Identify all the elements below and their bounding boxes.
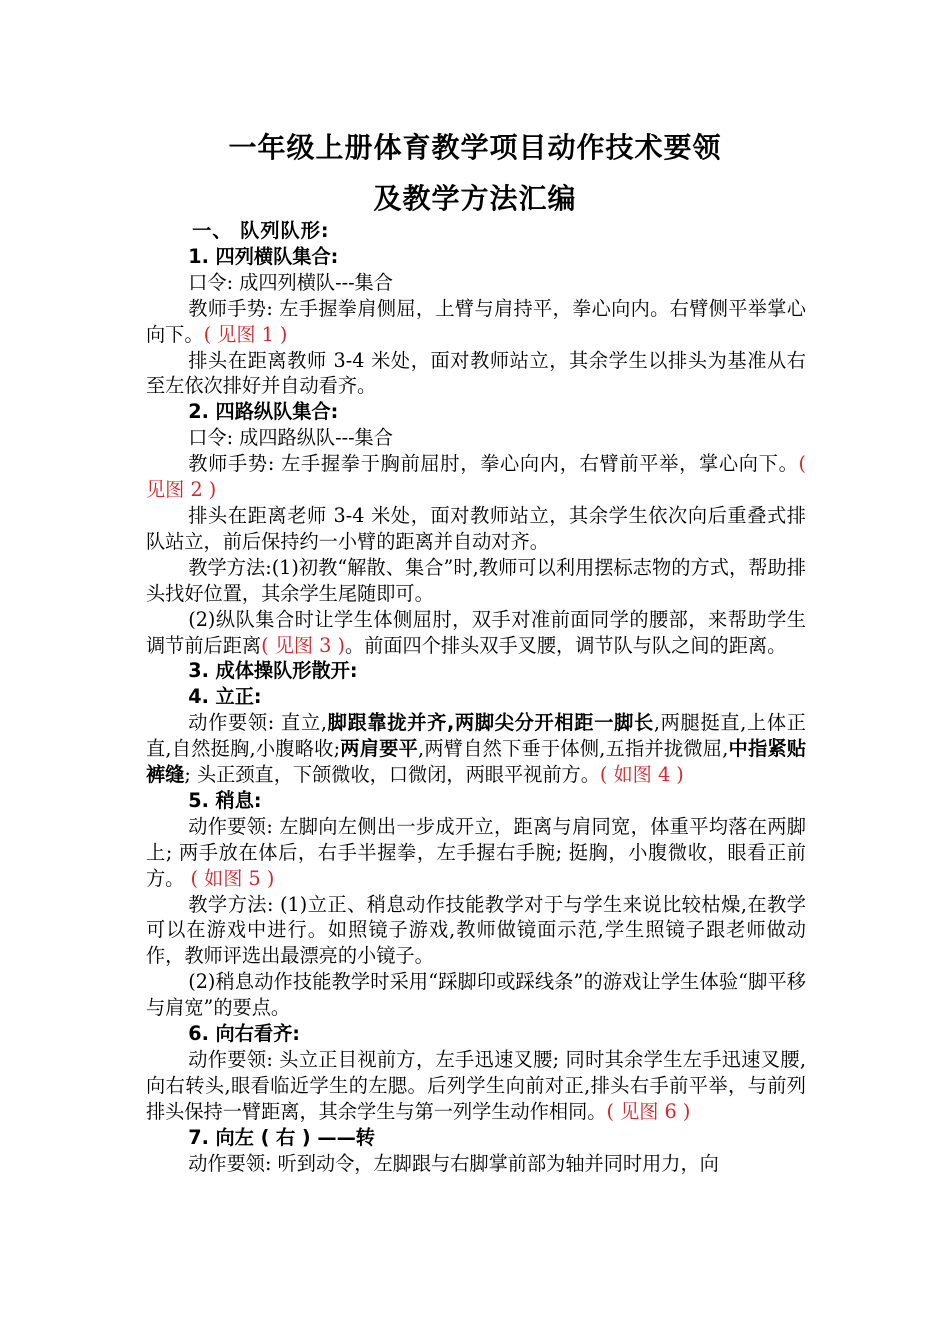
figure-reference: ( 见图 1 ) <box>203 322 288 346</box>
figure-reference: ( 如图 4 ) <box>599 763 684 787</box>
heading-turn: 7. 向左 ( 右 ) ——转 <box>188 1125 375 1149</box>
figure-reference: ( 如图 5 ) <box>184 866 275 890</box>
heading-four-column: 2. 四路纵队集合: <box>188 400 339 424</box>
method-paragraph <box>146 607 806 659</box>
method-text: (2)纵队集合时让学生体侧屈肘，双手对准前面同学的腰部，来帮助学生调节前后距离 <box>146 607 806 657</box>
attention-paragraph <box>146 710 806 788</box>
heading-attention: 4. 立正: <box>188 685 262 709</box>
command-text: 口令: 成四列横队---集合 <box>188 270 393 294</box>
paragraph-text: 动作要领: 左脚向左侧出一步成开立，距离与肩同宽，体重平均落在两脚上; 两手放在体后，右手半握拳，左手握右手腕; 挺胸，小腹微收，眼看正前方。 <box>146 814 806 890</box>
method-text: 。前面四个排头双手叉腰，调节队与队之间的距离。 <box>344 633 787 657</box>
emphasis-text: 脚跟靠拢并齐,两脚尖分开相距一脚长 <box>326 711 654 735</box>
emphasis-text: 两肩要平 <box>340 737 419 761</box>
gesture-paragraph <box>146 451 806 503</box>
paragraph-text: ,两臂自然下垂于体侧,五指并拢微屈, <box>418 737 729 761</box>
stand-paragraph: 排头在距离老师 3-4 米处，面对教师站立，其余学生依次向后重叠式排队站立，前后保持约一小臂的距离并自动对齐。 <box>146 503 806 553</box>
figure-reference: ( 见图 2 ) <box>146 452 806 502</box>
heading-dress-right: 6. 向右看齐: <box>188 1022 300 1046</box>
paragraph-text: 动作要领: 直立, <box>188 711 327 735</box>
figure-reference: ( 见图 3 ) <box>261 633 345 657</box>
paragraph-text: 动作要领: 头立正目视前方，左手迅速叉腰; 同时其余学生左手迅速叉腰,向右转头,眼看临近学生的左腮。后列学生向前对正,排头右手前平举，与前列排头保持一臂距离，其余学生与第一列学生动作相同。 <box>146 1048 806 1123</box>
gesture-text: 教师手势: 左手握拳于胸前屈肘，拳心向内，右臂前平举，掌心向下。 <box>188 452 799 476</box>
document-title-line-1: 一年级上册体育教学项目动作技术要领 <box>228 131 722 164</box>
method-paragraph: (2)稍息动作技能教学时采用“踩脚印或踩线条”的游戏让学生体验“脚平移与肩宽”的要点。 <box>146 970 806 1020</box>
document-title-line-2: 及教学方法汇编 <box>373 182 577 215</box>
document-body <box>146 218 806 1177</box>
figure-reference: ( 见图 6 ) <box>606 1099 691 1123</box>
heading-at-ease: 5. 稍息: <box>188 788 262 812</box>
heading-spread-formation: 3. 成体操队形散开: <box>188 659 358 683</box>
gesture-paragraph <box>146 296 806 348</box>
at-ease-paragraph <box>146 814 806 892</box>
paragraph-text: ,两腿挺直,上体正直,自然挺胸,小腹略收; <box>146 711 806 761</box>
section-heading-formation: 一、 队列队形: <box>192 219 330 242</box>
dress-right-paragraph <box>146 1047 806 1125</box>
command-text: 口令: 成四路纵队---集合 <box>188 426 393 450</box>
gesture-text: 教师手势: 左手握拳肩侧屈，上臂与肩持平，拳心向内。右臂侧平举掌心向下。 <box>146 296 806 346</box>
method-paragraph: 教学方法:(1)初教“解散、集合”时,教师可以利用摆标志物的方式，帮助排头找好位置，其余学生尾随即可。 <box>146 555 806 605</box>
stand-paragraph: 排头在距离教师 3-4 米处，面对教师站立，其余学生以排头为基准从右至左依次排好并自动看齐。 <box>146 348 806 398</box>
turn-paragraph: 动作要领: 听到动令，左脚跟与右脚掌前部为轴并同时用力，向 <box>188 1151 719 1175</box>
emphasis-text: 中指紧贴裤缝 <box>146 737 807 787</box>
method-paragraph: 教学方法: (1)立正、稍息动作技能教学对于与学生来说比较枯燥,在教学可以在游戏中进行。如照镜子游戏,教师做镜面示范,学生照镜子跟老师做动作，教师评选出最漂亮的小镜子。 <box>146 892 806 968</box>
heading-four-rank-line: 1. 四列横队集合: <box>188 244 339 268</box>
paragraph-text: ; 头正颈直，下颌微收，口微闭，两眼平视前方。 <box>184 763 600 787</box>
